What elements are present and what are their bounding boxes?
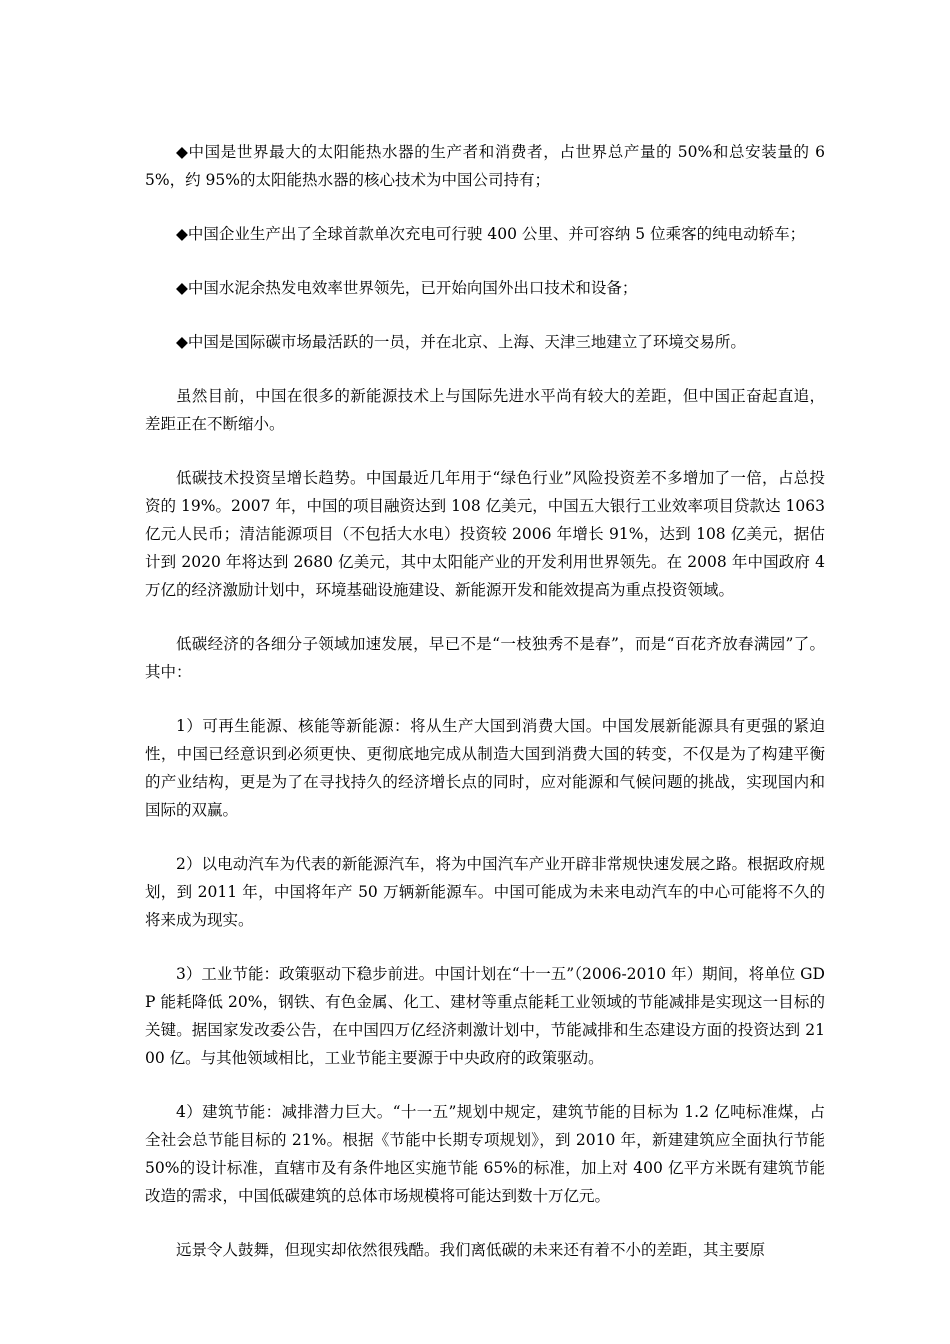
bullet-paragraph-electric-car: ◆中国企业生产出了全球首款单次充电可行驶 400 公里、并可容纳 5 位乘客的纯电动轿车； — [176, 225, 806, 243]
list-item-new-energy-vehicles: 2）以电动汽车为代表的新能源汽车，将为中国汽车产业开辟非常规快速发展之路。根据政府规划，到 2011 年，中国将年产 50 万辆新能源车。中国可能成为未来电动汽车的中心可能将不久的将来成为现实。 — [145, 855, 825, 929]
paragraph-gap: 虽然目前，中国在很多的新能源技术上与国际先进水平尚有较大的差距，但中国正奋起直追，差距正在不断缩小。 — [145, 387, 825, 433]
bullet-paragraph-cement: ◆中国水泥余热发电效率世界领先，已开始向国外出口技术和设备； — [176, 279, 638, 297]
paragraph-investment: 低碳技术投资呈增长趋势。中国最近几年用于“绿色行业”风险投资差不多增加了一倍，占总投资的 19%。2007 年，中国的项目融资达到 108 亿美元，中国五大银行工业效率项目贷款达 1063 亿元人民币；清洁能源项目（不包括大水电）投资较 2006 年增长 91%，达到 108 亿美元，据估计到 2020 年将达到 2680 亿美元，其中太阳能产业的开发利用世界领先。在 2008 年中国政府 4 万亿的经济激励计划中，环境基础设施建设、新能源开发和能效提高为重点投资领域。 — [145, 469, 825, 599]
paragraph-subfields: 低碳经济的各细分子领域加速发展，早已不是“一枝独秀不是春”，而是“百花齐放春满园”了。其中： — [145, 635, 825, 681]
list-item-building-energy-saving: 4）建筑节能：减排潜力巨大。“十一五”规划中规定，建筑节能的目标为 1.2 亿吨标准煤，占全社会总节能目标的 21%。根据《节能中长期专项规划》，到 2010 年，新建建筑应全面执行节能 50%的设计标准，直辖市及有条件地区实施节能 65%的标准，加上对 400 亿平方米既有建筑节能改造的需求，中国低碳建筑的总体市场规模将可能达到数十万亿元。 — [145, 1103, 825, 1205]
list-item-industrial-energy-saving: 3）工业节能：政策驱动下稳步前进。中国计划在“十一五”（2006-2010 年）期间，将单位 GDP 能耗降低 20%，钢铁、有色金属、化工、建材等重点能耗工业领域的节能减排是实现这一目标的关键。据国家发改委公告，在中国四万亿经济刺激计划中，节能减排和生态建设方面的投资达到 2100 亿。与其他领域相比，工业节能主要源于中央政府的政策驱动。 — [145, 965, 825, 1067]
list-item-new-energy: 1）可再生能源、核能等新能源：将从生产大国到消费大国。中国发展新能源具有更强的紧迫性，中国已经意识到必须更快、更彻底地完成从制造大国到消费大国的转变，不仅是为了构建平衡的产业结构，更是为了在寻找持久的经济增长点的同时，应对能源和气候问题的挑战，实现国内和国际的双赢。 — [145, 717, 825, 819]
paragraph-outlook: 远景令人鼓舞，但现实却依然很残酷。我们离低碳的未来还有着不小的差距，其主要原 — [176, 1241, 766, 1259]
bullet-paragraph-solar: ◆中国是世界最大的太阳能热水器的生产者和消费者，占世界总产量的 50%和总安装量的 65%，约 95%的太阳能热水器的核心技术为中国公司持有； — [145, 143, 825, 189]
bullet-paragraph-carbon-market: ◆中国是国际碳市场最活跃的一员，并在北京、上海、天津三地建立了环境交易所。 — [176, 333, 746, 351]
document-body — [145, 138, 825, 1289]
